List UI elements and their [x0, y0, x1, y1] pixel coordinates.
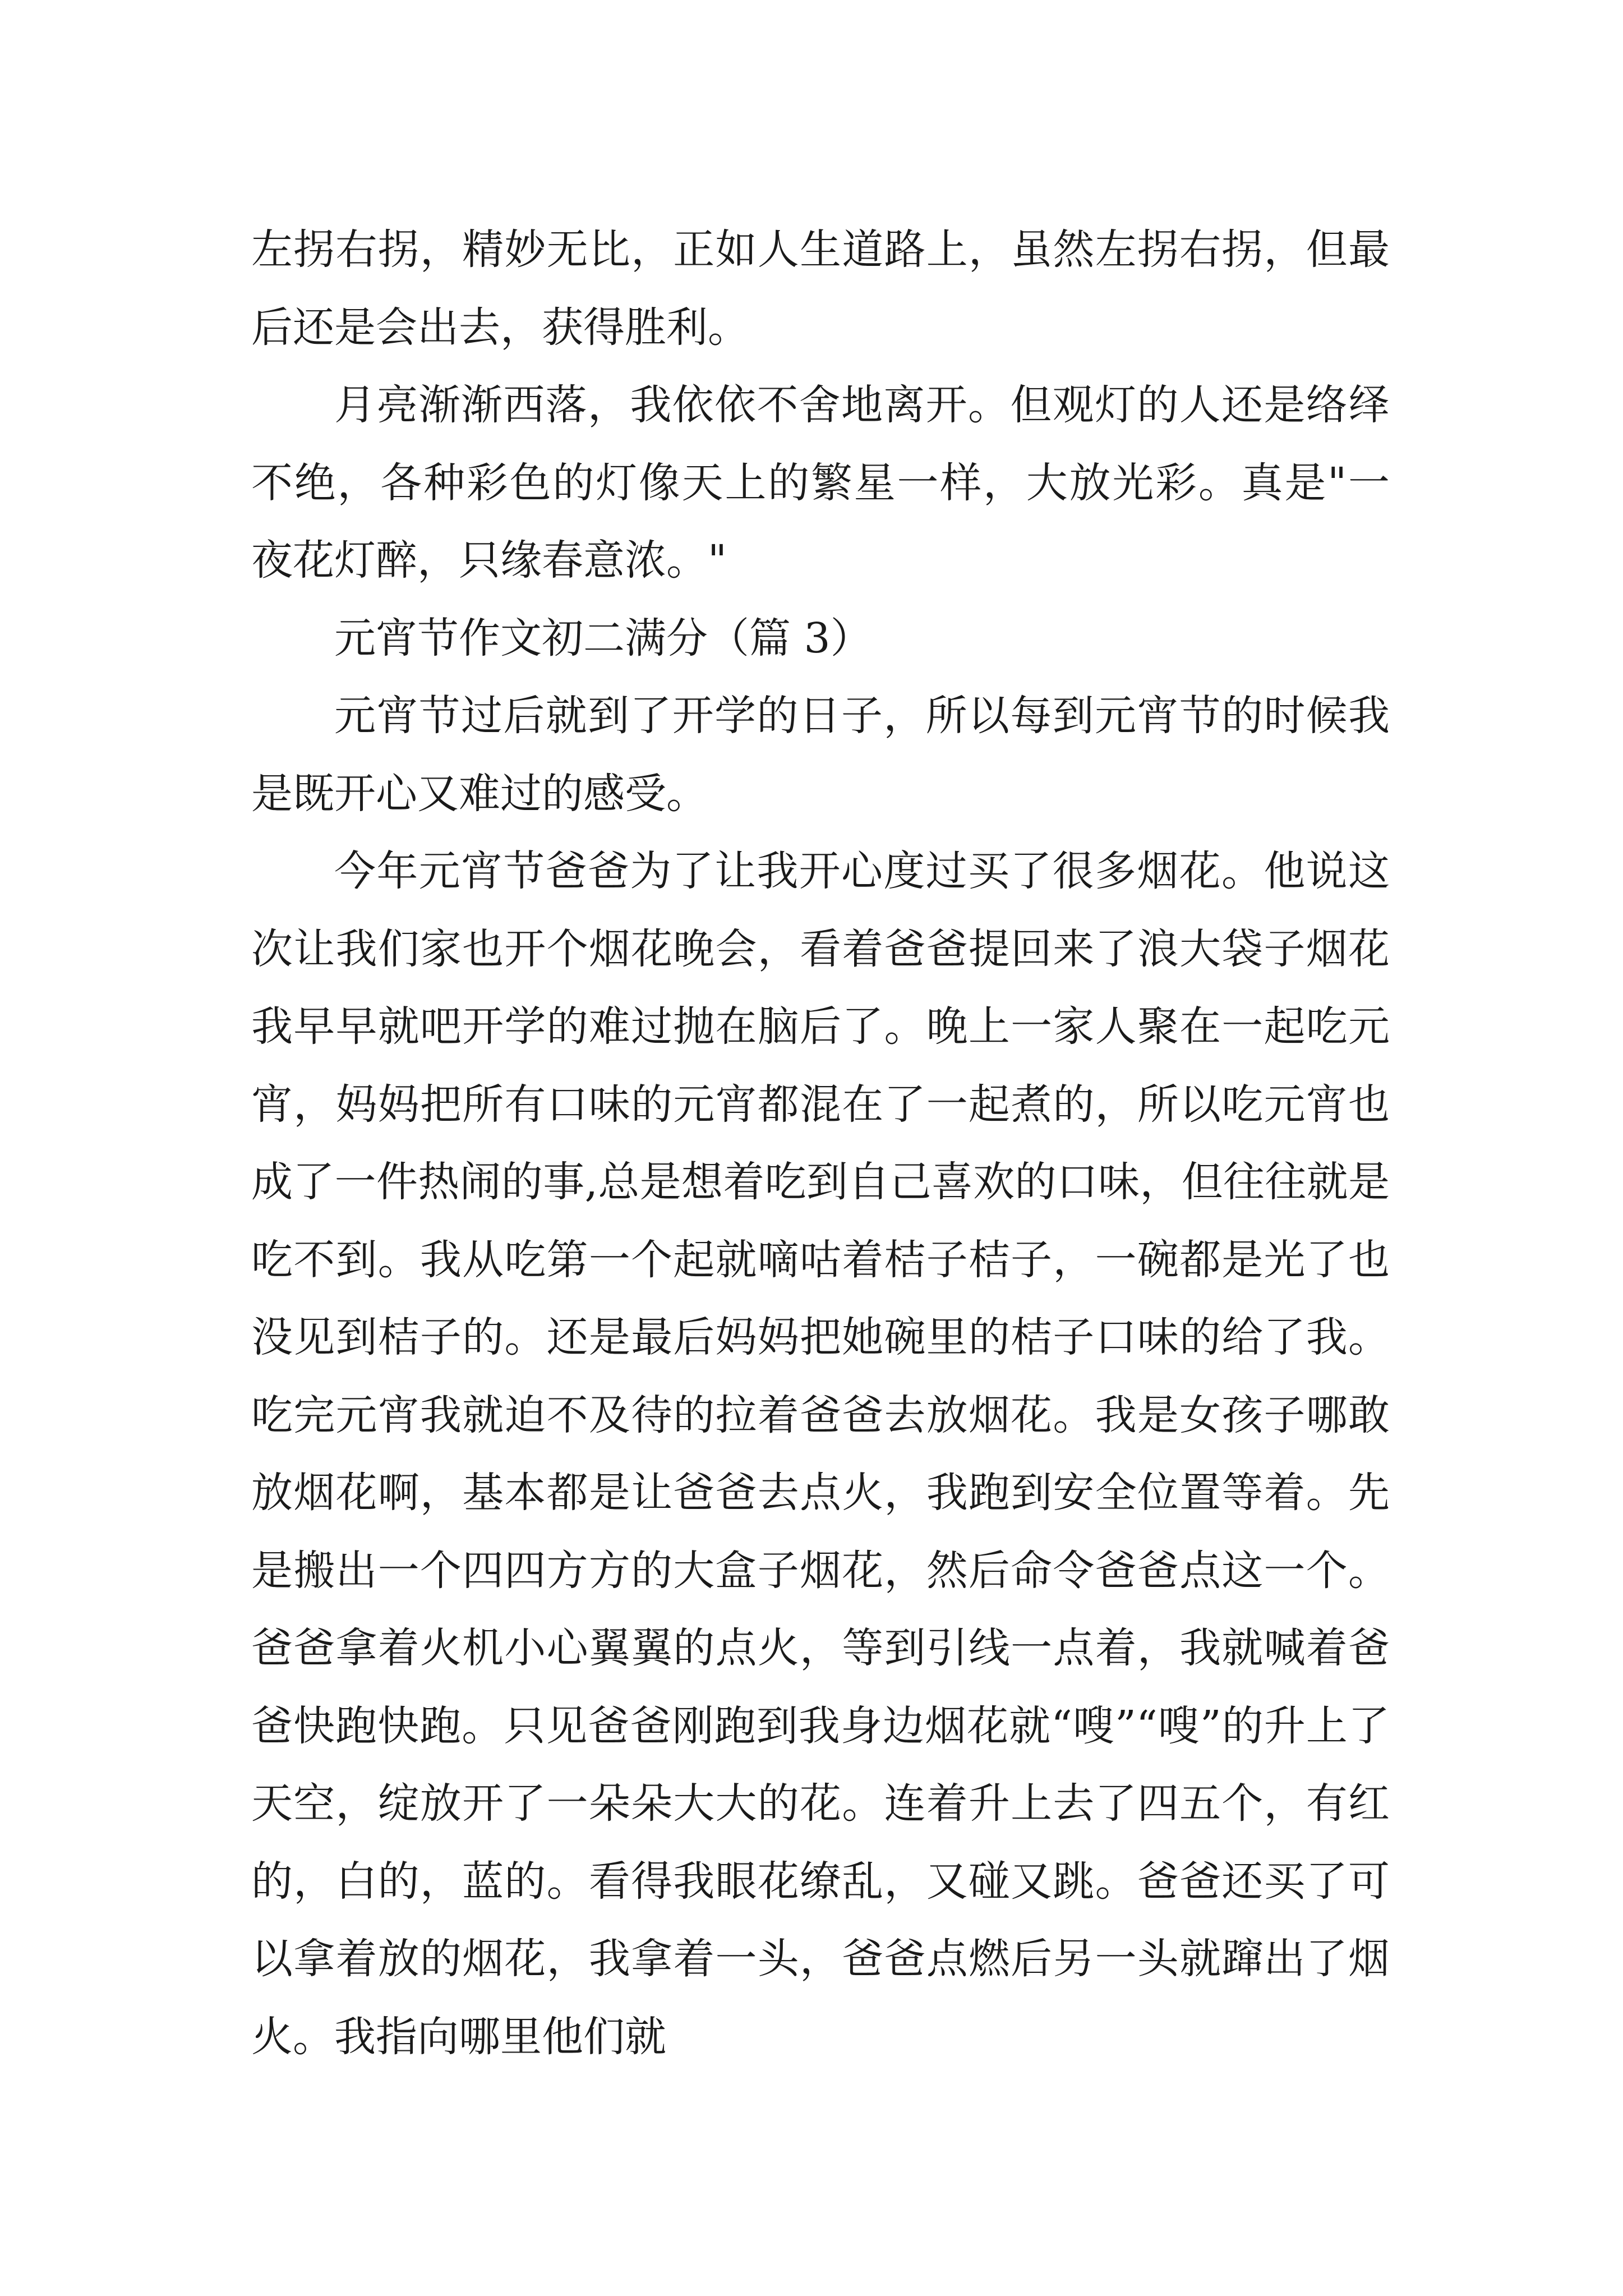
paragraph-2: 月亮渐渐西落，我依依不舍地离开。但观灯的人还是络绎不绝，各种彩色的灯像天上的繁星一样，大放光彩。真是"一夜花灯醉，只缘春意浓。"	[251, 381, 1390, 585]
section-heading: 元宵节作文初二满分（篇 3）	[334, 614, 872, 662]
paragraph-3: 元宵节过后就到了开学的日子，所以每到元宵节的时候我是既开心又难过的感受。	[251, 692, 1390, 818]
paragraph-4: 今年元宵节爸爸为了让我开心度过买了很多烟花。他说这次让我们家也开个烟花晚会，看着爸爸提回来了浪大袋子烟花我早早就吧开学的难过抛在脑后了。晚上一家人聚在一起吃元宵，妈妈把所有口味的元宵都混在了一起煮的，所以吃元宵也成了一件热闹的事,总是想着吃到自己喜欢的口味，但往往就是吃不到。我从吃第一个起就嘀咕着桔子桔子，一碗都是光了也没见到桔子的。还是最后妈妈把她碗里的桔子口味的给了我。吃完元宵我就迫不及待的拉着爸爸去放烟花。我是女孩子哪敢放烟花啊，基本都是让爸爸去点火，我跑到安全位置等着。先是搬出一个四四方方的大盒子烟花，然后命令爸爸点这一个。爸爸拿着火机小心翼翼的点火，等到引线一点着，我就喊着爸爸快跑快跑。只见爸爸刚跑到我身边烟花就“嗖”“嗖”的升上了天空，绽放开了一朵朵大大的花。连着升上去了四五个，有红的，白的，蓝的。看得我眼花缭乱，又碰又跳。爸爸还买了可以拿着放的烟花，我拿着一头，爸爸点燃后另一头就蹿出了烟火。我指向哪里他们就	[251, 847, 1390, 2061]
document-body	[251, 211, 1390, 2076]
paragraph-1: 左拐右拐，精妙无比，正如人生道路上，虽然左拐右拐，但最后还是会出去，获得胜利。	[251, 226, 1390, 352]
